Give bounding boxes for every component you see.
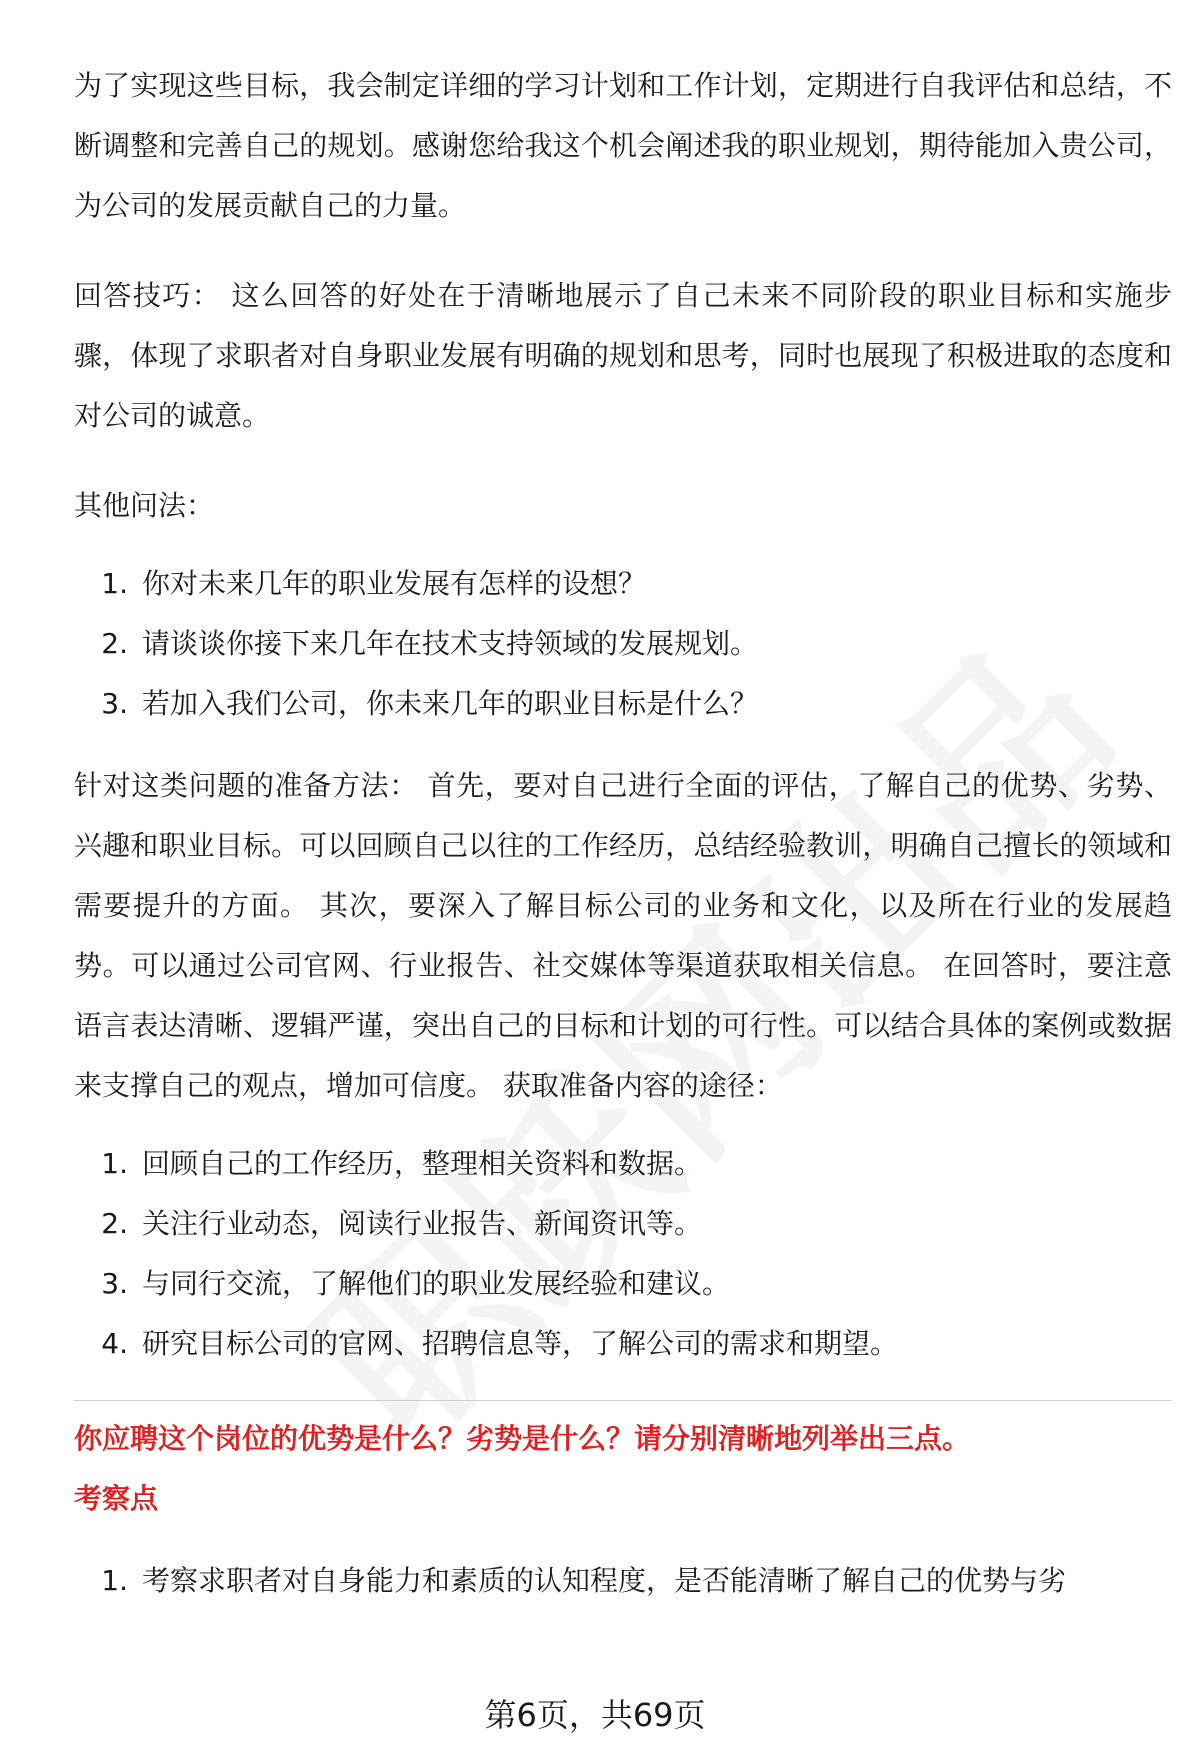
question-title: 你应聘这个岗位的优势是什么？劣势是什么？请分别清晰地列举出三点。 bbox=[74, 1422, 971, 1455]
paragraph-goal-plan: 为了实现这些目标，我会制定详细的学习计划和工作计划，定期进行自我评估和总结，不断调整和完善自己的规划。感谢您给我这个机会阐述我的职业规划，期待能加入贵公司，为公司的发展贡献自己的力量。 bbox=[74, 69, 1172, 222]
list-item-text: 你对未来几年的职业发展有怎样的设想？ bbox=[142, 567, 647, 600]
list-item-text: 关注行业动态，阅读行业报告、新闻资讯等。 bbox=[142, 1207, 703, 1240]
paragraph-other-questions-heading: 其他问法： bbox=[74, 489, 215, 522]
other-questions-list bbox=[74, 554, 1172, 734]
list-item bbox=[74, 1254, 1172, 1314]
page-number: 第6页，共69页 bbox=[484, 1696, 706, 1734]
paragraph-preparation-method: 针对这类问题的准备方法： 首先，要对自己进行全面的评估，了解自己的优势、劣势、兴趣和职业目标。可以回顾自己以往的工作经历，总结经验教训，明确自己擅长的领域和需要提升的方面。 其次，要深入了解目标公司的业务和文化，以及所在行业的发展趋势。可以通过公司官网、行业报告、社交媒体等渠道获取相关信息。 在回答时，要注意语言表达清晰、逻辑严谨，突出自己的目标和计划的可行性。可以结合具体的案例或数据来支撑自己的观点，增加可信度。 获取准备内容的途径： bbox=[74, 769, 1172, 1102]
document-body bbox=[74, 56, 1172, 1635]
list-item-text: 研究目标公司的官网、招聘信息等，了解公司的需求和期望。 bbox=[142, 1327, 899, 1360]
list-item bbox=[74, 1134, 1172, 1194]
list-item-text: 考察求职者对自身能力和素质的认知程度，是否能清晰了解自己的优势与劣 bbox=[142, 1564, 1067, 1597]
list-item-number: 1. bbox=[101, 1147, 128, 1180]
section-divider bbox=[74, 1400, 1172, 1401]
list-item-text: 回顾自己的工作经历，整理相关资料和数据。 bbox=[142, 1147, 703, 1180]
list-item-number: 1. bbox=[101, 567, 128, 600]
list-item bbox=[74, 614, 1172, 674]
list-item-text: 请谈谈你接下来几年在技术支持领域的发展规划。 bbox=[142, 627, 759, 660]
list-item-text: 若加入我们公司，你未来几年的职业目标是什么？ bbox=[142, 687, 759, 720]
list-item-number: 1. bbox=[101, 1564, 128, 1597]
prep-sources-list bbox=[74, 1134, 1172, 1374]
paragraph-answer-tips: 回答技巧： 这么回答的好处在于清晰地展示了自己未来不同阶段的职业目标和实施步骤，体现了求职者对自身职业发展有明确的规划和思考，同时也展现了积极进取的态度和对公司的诚意。 bbox=[74, 279, 1172, 432]
list-item bbox=[74, 1314, 1172, 1374]
list-item bbox=[74, 1194, 1172, 1254]
list-item-number: 2. bbox=[101, 1207, 128, 1240]
assessment-points-heading: 考察点 bbox=[74, 1482, 159, 1515]
list-item-number: 3. bbox=[101, 687, 128, 720]
page-footer bbox=[0, 1690, 1190, 1736]
list-item-number: 4. bbox=[101, 1327, 128, 1360]
list-item-number: 2. bbox=[101, 627, 128, 660]
list-item bbox=[74, 554, 1172, 614]
list-item-number: 3. bbox=[101, 1267, 128, 1300]
list-item-text: 与同行交流，了解他们的职业发展经验和建议。 bbox=[142, 1267, 731, 1300]
assessment-points-list bbox=[74, 1551, 1172, 1611]
list-item bbox=[74, 674, 1172, 734]
list-item bbox=[74, 1551, 1172, 1611]
